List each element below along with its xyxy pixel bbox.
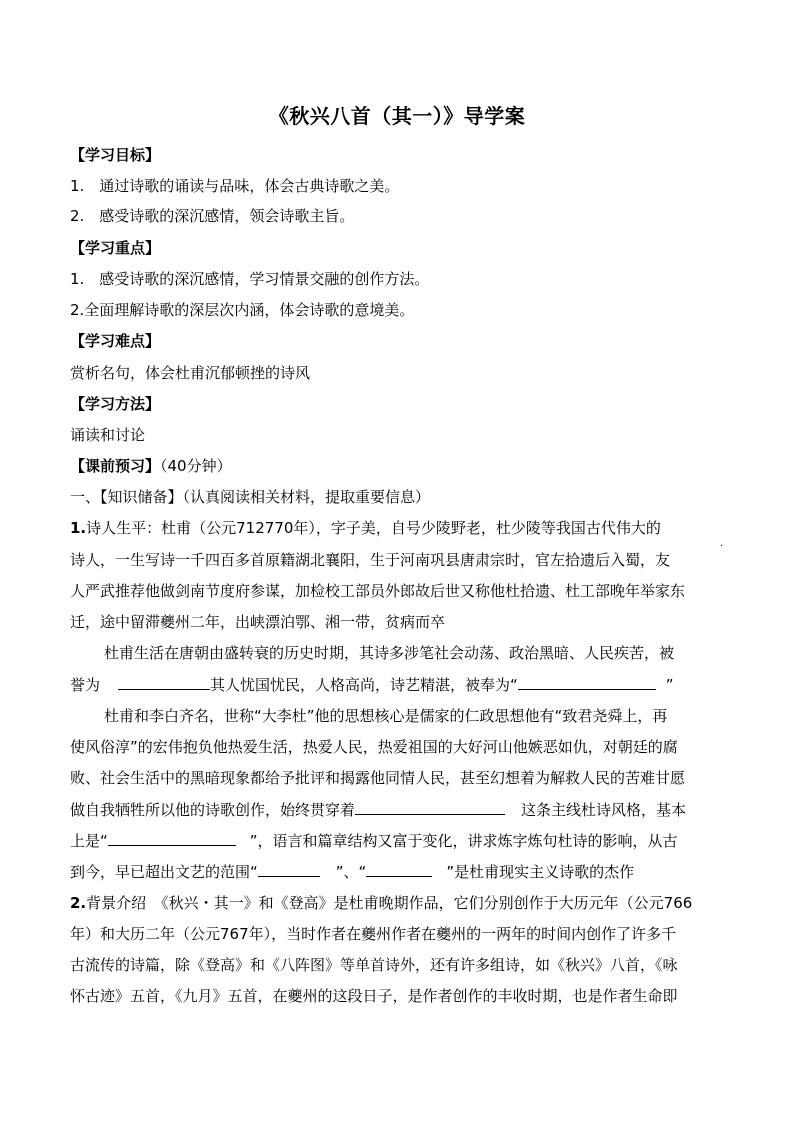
section1-prefix: 一、: [70, 488, 101, 506]
goal-item-2: 2. 感受诗歌的深沉感情，领会诗歌主旨。: [70, 207, 355, 225]
p3-line-2: 使风俗淳”的宏伟抱负他热爱生活，热爱人民，热爱祖国的大好河山他嫉恶如仇，对朝廷的腐: [70, 738, 678, 756]
p3-text-4a: 做自我牺牲所以他的诗歌创作，始终贯穿着: [70, 801, 356, 819]
p4-line-2: 年）和大历二年（公元767年），当时作者在夔州作者在夔州的一两年的时间内创作了许多千: [70, 925, 677, 943]
p1-line-3: 人严武推荐他做剑南节度府参谋，加检校工部员外郎故后世又称他杜拾遗、杜工部晚年举家东: [70, 582, 686, 600]
p4-text-1: 背景介绍 《秋兴・其一》和《登高》是杜甫晚期作品，它们分别创作于大历元年（公元766: [86, 894, 693, 912]
key-points-heading: 【学习重点】: [70, 239, 161, 257]
fill-blank-3[interactable]: [355, 799, 505, 815]
p4-line-4: 怀古迹》五首，《九月》五首，在夔州的这段日子，是作者创作的丰收时期，也是作者生命即: [70, 987, 678, 1005]
key-point-item-2: 2.全面理解诗歌的深层次内涵，体会诗歌的意境美。: [70, 301, 415, 319]
p2-line-1: 杜甫生活在唐朝由盛转衰的历史时期，其诗多涉笔社会动荡、政治黑暗、人民疾苦，被: [104, 644, 675, 662]
p1-line-1: [70, 518, 730, 538]
p3-text-6c: ”是杜甫现实主义诗歌的杰作: [446, 863, 635, 881]
goal-item-1: 1. 通过诗歌的诵读与品味，体会古典诗歌之美。: [70, 177, 400, 195]
p3-line-6: [70, 861, 730, 882]
goals-heading: 【学习目标】: [70, 146, 161, 164]
p3-text-5a: 上是“: [70, 832, 108, 850]
fill-blank-6[interactable]: [366, 861, 432, 877]
p3-text-6a: 到今，早已超出文艺的范围“: [70, 863, 258, 881]
p1-line-4: 迁，途中留滞夔州二年，出峡漂泊鄂、湘一带，贫病而卒: [70, 613, 446, 631]
p1-line-2: 诗人，一生写诗一千四百多首原籍湖北襄阳，生于河南巩县唐肃宗时，官左拾遗后入蜀，友: [70, 551, 671, 569]
page-title: 《秋兴八首（其一）》导学案: [268, 104, 526, 128]
method-heading: 【学习方法】: [70, 395, 161, 413]
fill-blank-5[interactable]: [258, 861, 320, 877]
p3-line-1: 杜甫和李白齐名，世称“大李杜”他的思想核心是儒家的仁政思想他有“致君尧舜上，再: [104, 707, 668, 725]
p4-number: 2.: [70, 894, 87, 912]
preview-heading-line: [70, 456, 730, 476]
p4-line-1: [70, 893, 730, 913]
p1-text-1: 诗人生平：杜甫（公元712770年），字子美，自号少陵野老，杜少陵等我国古代伟大的: [86, 519, 661, 537]
p3-line-4: [70, 799, 730, 820]
p3-text-4b: 这条主线杜诗风格，基本: [521, 801, 687, 819]
section1-heading-line: [70, 487, 730, 507]
key-point-item-1: 1. 感受诗歌的深沉感情，学习情景交融的创作方法。: [70, 270, 430, 288]
p2-text-a: 誉为: [70, 676, 101, 694]
p4-line-3: 古流传的诗篇，除《登高》和《八阵图》等单首诗外，还有许多组诗，如《秋兴》八首，《咏: [70, 956, 678, 974]
difficulties-heading: 【学习难点】: [70, 332, 161, 350]
p3-line-5: [70, 830, 730, 851]
p3-text-5b: ”，语言和篇章结构又富于变化，讲求炼字炼句杜诗的影响，从古: [249, 832, 678, 850]
p3-line-3: 败、社会生活中的黑暗现象都给予批评和揭露他同情人民，甚至幻想着为解救人民的苦难甘愿: [70, 769, 686, 787]
section1-heading: 【知识储备】: [100, 488, 183, 506]
p2-text-b: 其人忧国忧民，人格高尚，诗艺精湛，被奉为“: [210, 676, 518, 694]
p1-number: 1.: [70, 519, 87, 537]
fill-blank-1[interactable]: [118, 674, 210, 690]
p2-line-2: [70, 674, 730, 695]
section1-note: （认真阅读相关材料，提取重要信息）: [182, 488, 431, 506]
preview-time: （40分钟）: [160, 457, 232, 475]
fill-blank-4[interactable]: [108, 830, 236, 846]
p3-text-6b: ”、“: [335, 863, 367, 881]
p2-text-c: ”: [665, 676, 674, 694]
fill-blank-2[interactable]: [518, 674, 656, 690]
difficulties-text: 赏析名句，体会杜甫沉郁顿挫的诗风: [70, 364, 311, 382]
stray-mark: .: [720, 538, 724, 549]
preview-heading: 【课前预习】: [70, 457, 161, 475]
method-text: 诵读和讨论: [70, 426, 146, 444]
